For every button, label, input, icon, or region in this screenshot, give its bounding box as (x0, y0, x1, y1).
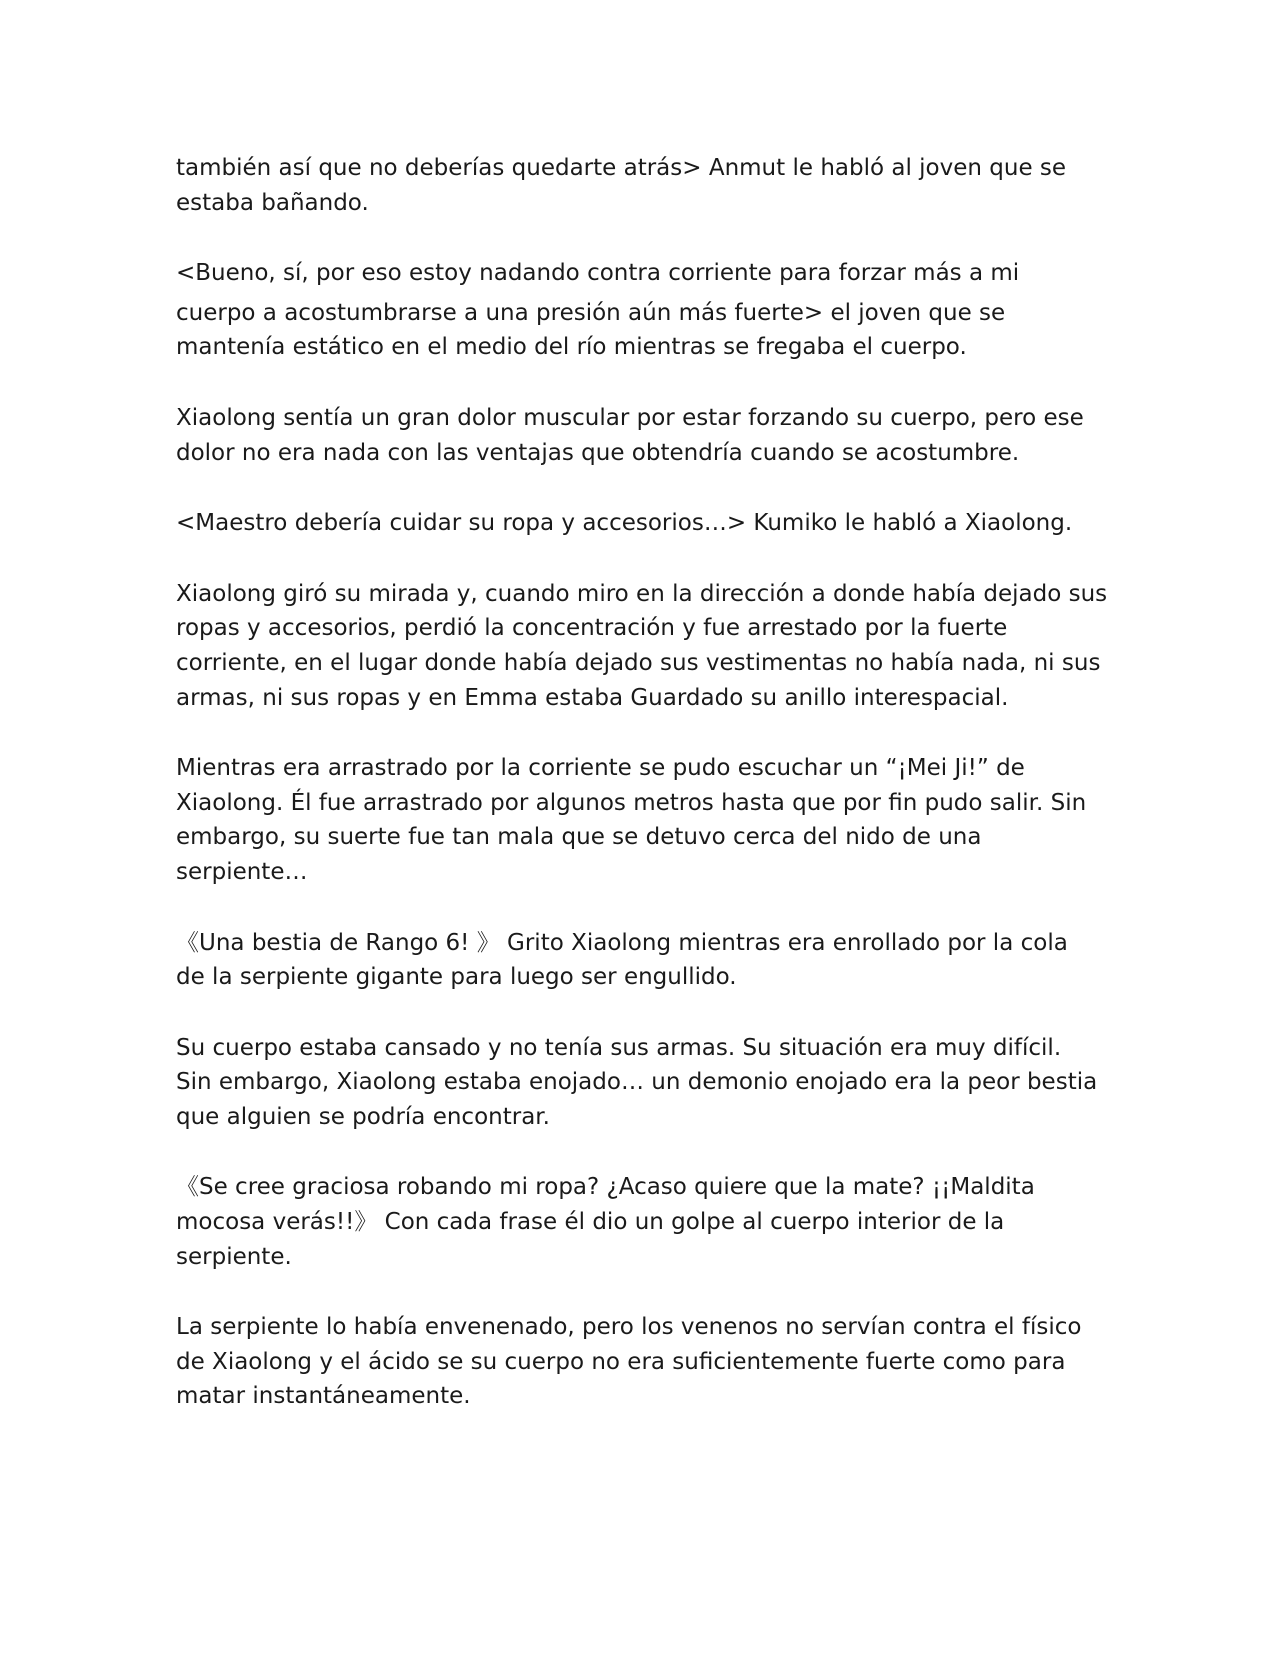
text-line: Xiaolong giró su mirada y, cuando miro en la dirección a donde había dejado sus (176, 580, 1108, 607)
text-line: mantenía estático en el medio del río mientras se fregaba el cuerpo. (176, 334, 967, 361)
text-line: <Bueno, sí, por eso estoy nadando contra corriente para forzar más a mi (176, 260, 1020, 287)
text-line: Xiaolong sentía un gran dolor muscular por estar forzando su cuerpo, pero ese (176, 404, 1084, 431)
text-line: Xiaolong. Él fue arrastrado por algunos metros hasta que por fin pudo salir. Sin (176, 789, 1087, 816)
paragraph (176, 506, 1106, 541)
text-line: cuerpo a acostumbrarse a una presión aún más fuerte> el joven que se (176, 299, 1006, 326)
text-line: 《Se cree graciosa robando mi ropa? ¿Acaso quiere que la mate? ¡¡Maldita (176, 1174, 1035, 1201)
text-line: serpiente… (176, 858, 308, 885)
text-line: Sin embargo, Xiaolong estaba enojado… un demonio enojado era la peor bestia (176, 1069, 1098, 1096)
text-line: de la serpiente gigante para luego ser engullido. (176, 964, 737, 991)
paragraph (176, 401, 1106, 470)
document-body (176, 151, 1106, 1450)
paragraph (176, 751, 1106, 889)
text-line: matar instantáneamente. (176, 1383, 471, 1410)
text-line: armas, ni sus ropas y en Emma estaba Guardado su anillo interespacial. (176, 684, 1009, 711)
text-line: Mientras era arrastrado por la corriente se pudo escuchar un “¡Mei Ji!” de (176, 755, 1025, 782)
text-line: que alguien se podría encontrar. (176, 1103, 550, 1130)
text-line: estaba bañando. (176, 189, 369, 216)
paragraph (176, 151, 1106, 220)
paragraph (176, 577, 1106, 715)
paragraph (176, 256, 1106, 365)
text-line: serpiente. (176, 1243, 292, 1270)
text-line: mocosa verás!!》 Con cada frase él dio un golpe al cuerpo interior de la (176, 1209, 1005, 1236)
paragraph (176, 1031, 1106, 1135)
paragraph (176, 1170, 1106, 1274)
paragraph (176, 926, 1106, 995)
text-line: Su cuerpo estaba cansado y no tenía sus armas. Su situación era muy difícil. (176, 1034, 1062, 1061)
text-line: dolor no era nada con las ventajas que obtendría cuando se acostumbre. (176, 439, 1020, 466)
text-line: 《Una bestia de Rango 6! 》 Grito Xiaolong mientras era enrollado por la cola (176, 929, 1068, 956)
text-line: ropas y accesorios, perdió la concentración y fue arrestado por la fuerte (176, 615, 1008, 642)
text-line: también así que no deberías quedarte atrás> Anmut le habló al joven que se (176, 155, 1067, 181)
text-line: embargo, su suerte fue tan mala que se detuvo cerca del nido de una (176, 824, 982, 851)
text-line: La serpiente lo había envenenado, pero los venenos no servían contra el físico (176, 1314, 1082, 1341)
paragraph (176, 1310, 1106, 1414)
text-line: corriente, en el lugar donde había dejado sus vestimentas no había nada, ni sus (176, 649, 1101, 676)
text-line: de Xiaolong y el ácido se su cuerpo no era suficientemente fuerte como para (176, 1348, 1066, 1375)
text-line: <Maestro debería cuidar su ropa y accesorios…> Kumiko le habló a Xiaolong. (176, 510, 1073, 537)
